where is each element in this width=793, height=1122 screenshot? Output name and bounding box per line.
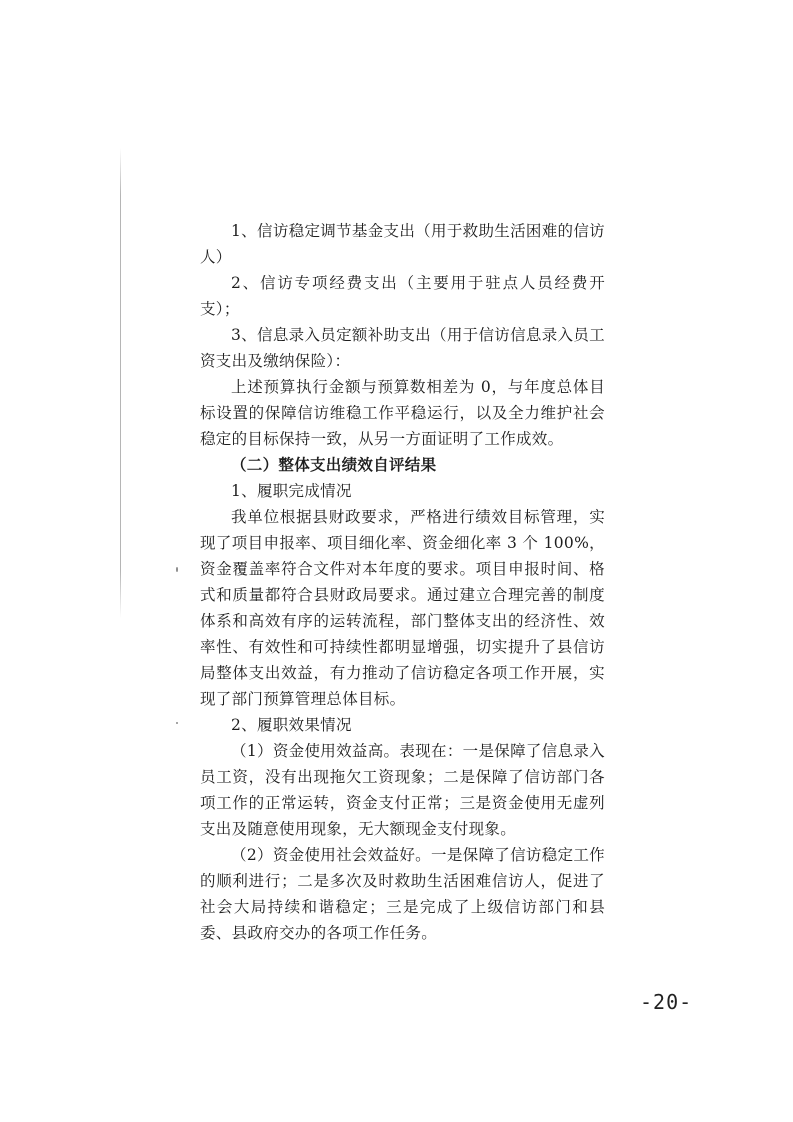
paragraph-item-2: 2、信访专项经费支出（主要用于驻点人员经费开支）；: [200, 274, 605, 318]
scanned-page-edge: [120, 148, 121, 618]
paragraph-effect-1: （1）资金使用效益高。表现在：一是保障了信息录入员工资，没有出现拖欠工资现象；二是保障了信访部门各项工作的正常运转，资金支付正常；三是资金使用无虚列支出及随意使用现象，无大额现金支付现象。: [200, 742, 605, 838]
document-body: [200, 218, 605, 946]
paragraph-completion: 我单位根据县财政要求，严格进行绩效目标管理，实现了项目申报率、项目细化率、资金细化率 3 个 100%，资金覆盖率符合文件对本年度的要求。项目申报时间、格式和质量都符合县财政局要求。通过建立合理完善的制度体系和高效有序的运转流程，部门整体支出的经济性、效率性、有效性和可持续性都明显增强，切实提升了县信访局整体支出效益，有力推动了信访稳定各项工作开展，实现了部门预算管理总体目标。: [200, 508, 605, 708]
scan-speck: [176, 567, 178, 572]
section-heading: （二）整体支出绩效自评结果: [231, 456, 437, 474]
paragraph-budget-summary: 上述预算执行金额与预算数相差为 0，与年度总体目标设置的保障信访维稳工作平稳运行，以及全力维护社会稳定的目标保持一致，从另一方面证明了工作成效。: [200, 378, 605, 448]
page-number: -20-: [640, 990, 693, 1014]
scan-speck: [176, 722, 178, 724]
paragraph-effect-2: （2）资金使用社会效益好。一是保障了信访稳定工作的顺利进行；二是多次及时救助生活困难信访人，促进了社会大局持续和谐稳定；三是完成了上级信访部门和县委、县政府交办的各项工作任务。: [200, 846, 605, 942]
subheading-completion: 1、履职完成情况: [231, 482, 352, 500]
subheading-effect: 2、履职效果情况: [231, 716, 352, 734]
paragraph-item-3: 3、信息录入员定额补助支出（用于信访信息录入员工资支出及缴纳保险）：: [200, 326, 605, 370]
paragraph-item-1: 1、信访稳定调节基金支出（用于救助生活困难的信访人）: [200, 222, 605, 266]
